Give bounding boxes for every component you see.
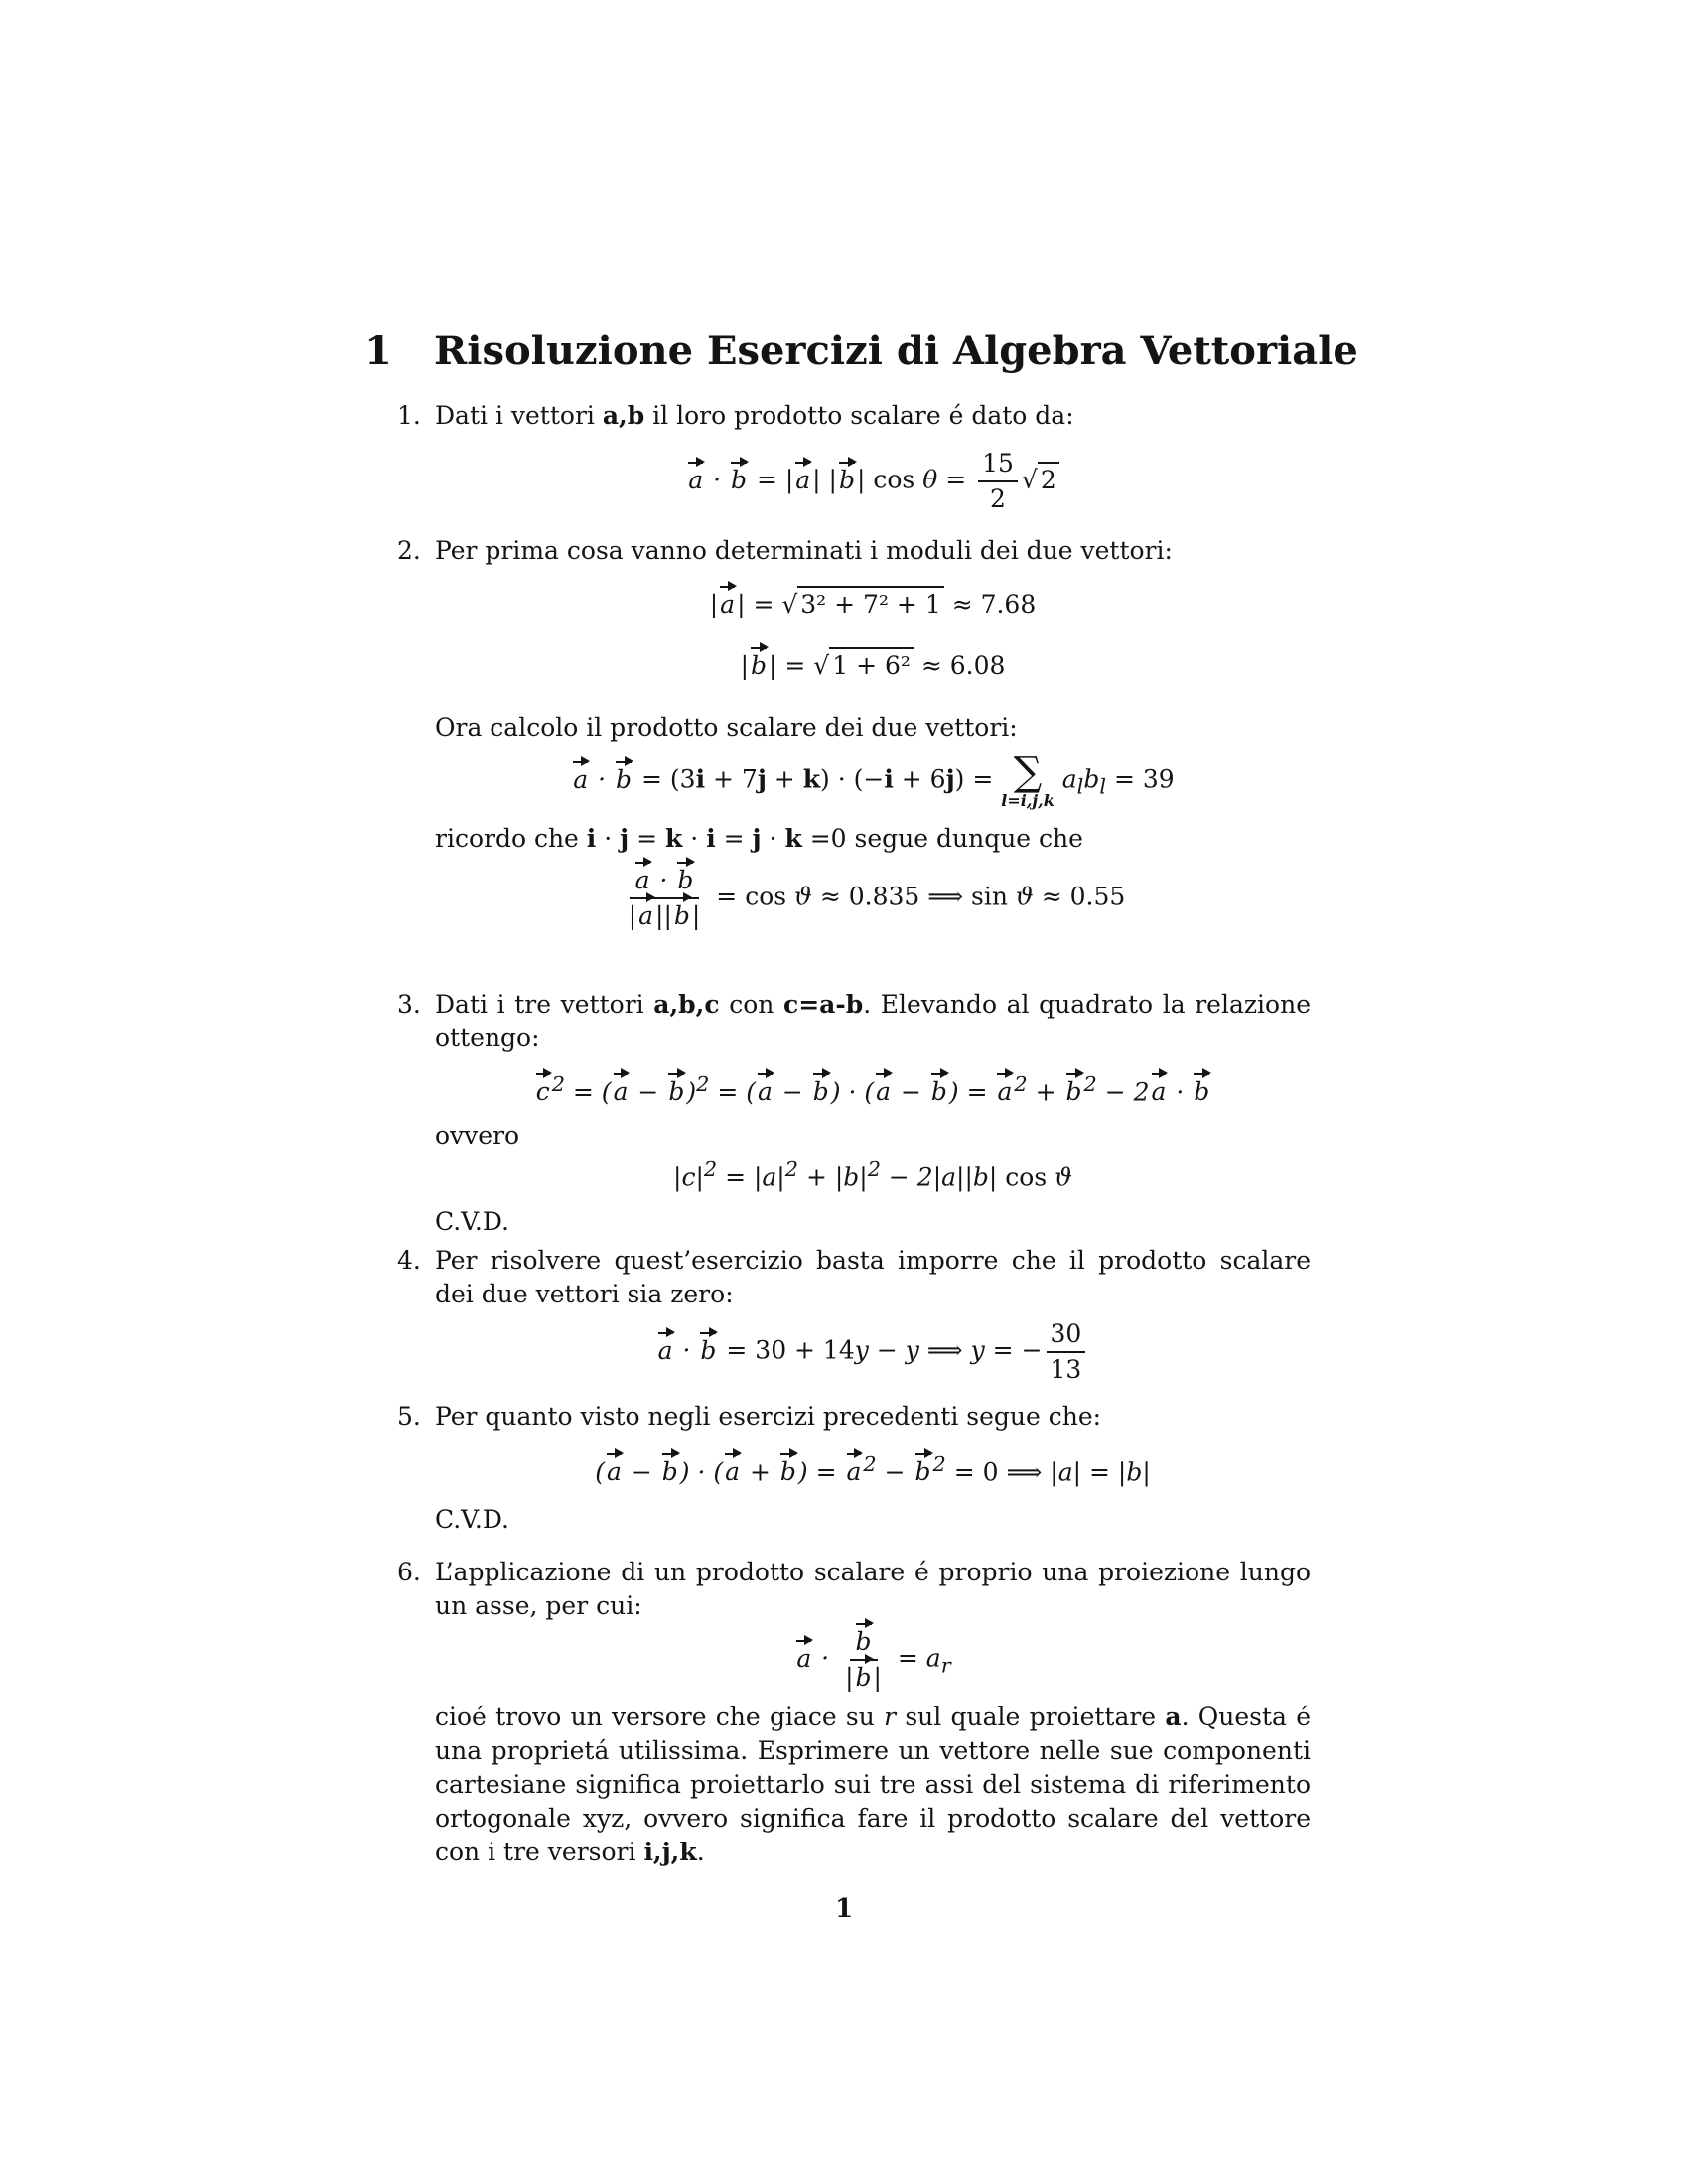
equation-modulus-a: |a| = √ 3² + 7² + 1 ≈ 7.68	[435, 586, 1311, 621]
equation: $c^2 = (a - b)^2 = (a - b) \cdot (a - b) = a^2 + b^2 - 2a \cdot b$	[435, 1067, 1311, 1109]
section-heading	[364, 328, 1357, 374]
exercise-text: Ora calcolo il prodotto scalare dei due vettori:	[435, 713, 1018, 742]
page-number: 1	[834, 1894, 854, 1924]
exercise-number: 5.	[397, 1402, 421, 1431]
exercise-text: Per risolvere quest’esercizio basta imporre che il prodotto scalare dei due vettori sia zero:	[435, 1246, 1311, 1308]
cvd-label: C.V.D.	[435, 1505, 509, 1535]
section-number: 1	[364, 328, 392, 374]
equation: $(a - b) \cdot (a + b) = a^2 - b^2 = 0$ ⟹ |a| = |b|	[435, 1447, 1311, 1489]
cvd-label: C.V.D.	[435, 1206, 509, 1236]
section-title: Risoluzione Esercizi di Algebra Vettoriale	[434, 328, 1358, 374]
equation: a · b = |a| |b| cos θ = $\frac{15}{2}$ √ 2	[435, 447, 1311, 516]
exercise-number: 6.	[397, 1558, 421, 1586]
exercise-text: Dati i vettori a,b il loro prodotto scalare é dato da:	[435, 401, 1074, 430]
exercise-number: 4.	[397, 1246, 421, 1275]
exercise-text: ovvero	[435, 1121, 520, 1151]
equation-dot-product: a · b = (3i + 7j + k) · (−i + 6j) = ∑ l=i,j,k $a_lb_l = 39$	[573, 750, 1175, 810]
exercise-text: Per quanto visto negli esercizi precedenti segue che:	[435, 1402, 1102, 1431]
equation: a · $\frac{b}{|b|}$ = $a_r$	[435, 1625, 1311, 1695]
exercise-text: L’applicazione di un prodotto scalare é proprio una proiezione lungo un asse, per cui:	[435, 1558, 1311, 1620]
equation-cosine: $\frac{a \cdot b}{|a||b|}$ = cos ϑ ≈ 0.835 ⟹ sin ϑ ≈ 0.55	[435, 864, 1311, 933]
exercise-text: Per prima cosa vanno determinati i moduli dei due vettori:	[435, 536, 1173, 565]
exercise-number: 1.	[397, 401, 421, 430]
equation: a · b = 30 + 14y − y ⟹ y = − $\frac{30}{13}$	[435, 1317, 1311, 1387]
exercise-text: ricordo che i · j = k · i = j · k =0 segue dunque che	[435, 824, 1083, 853]
exercise-number: 2.	[397, 536, 421, 565]
equation-law-of-cosines: $|c|^2 = |a|^2 + |b|^2 - 2|a||b|$ cos ϑ	[673, 1158, 1072, 1192]
sum-index: l=i,j,k	[1001, 791, 1055, 810]
exercise-text: cioé trovo un versore che giace su r sul quale proiettare a. Questa é una proprietá utilissima. Esprimere un vettore nelle sue componenti cartesiane significa proiettarlo sui tre assi del sistema di riferimento ortogonale xyz, ovvero significa fare il prodotto scalare del vettore con i tre versori i,j,k.	[435, 1703, 1312, 1866]
equation-modulus-b: |b| = √ 1 + 6² ≈ 6.08	[435, 647, 1311, 683]
exercise-number: 3.	[397, 990, 421, 1019]
exercise-text: Dati i tre vettori a,b,c con c=a-b. Elevando al quadrato la relazione ottengo:	[435, 990, 1311, 1052]
